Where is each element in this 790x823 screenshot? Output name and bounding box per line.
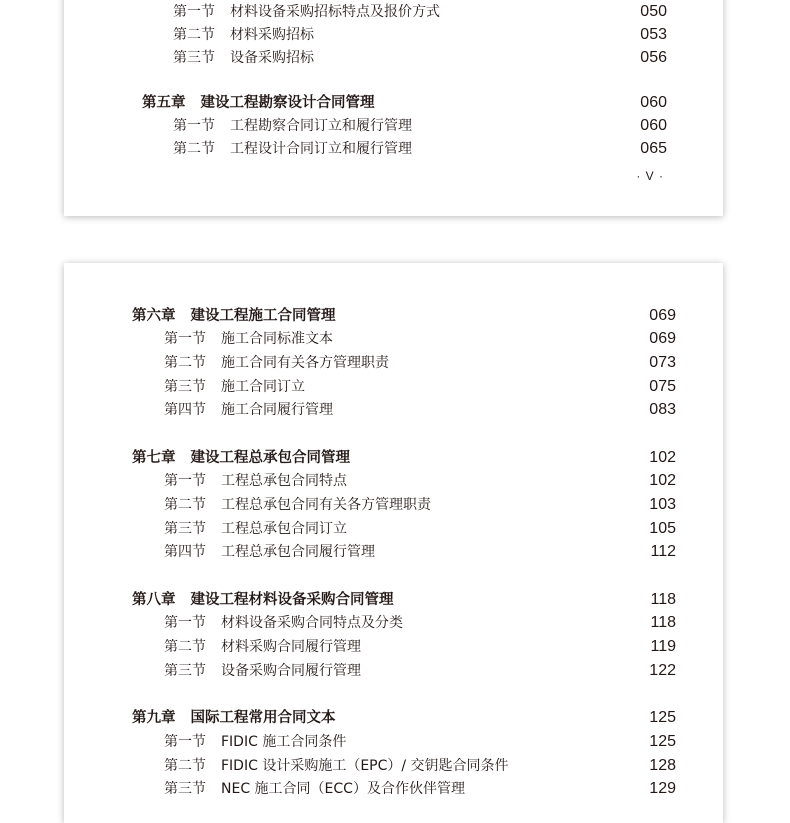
section-number: 第三节: [164, 379, 206, 395]
chapter-number: 第七章: [132, 449, 176, 466]
page-number: 065: [640, 140, 667, 157]
toc-section-row: [64, 1, 723, 23]
toc-section-row: [64, 612, 723, 634]
page-number: 105: [649, 520, 676, 537]
toc-section-row: [64, 138, 723, 160]
toc-section-row: [64, 518, 723, 540]
section-title: 施工合同履行管理: [221, 402, 333, 418]
toc-chapter-row: [64, 92, 723, 114]
page-number: 069: [649, 330, 676, 347]
toc-section-row: [64, 541, 723, 563]
section-number: 第一节: [173, 118, 215, 134]
page-number: 053: [640, 26, 667, 43]
page-number: 112: [650, 543, 676, 560]
section-title: FIDIC 施工合同条件: [221, 734, 347, 750]
section-title: NEC 施工合同（ECC）及合作伙伴管理: [221, 781, 465, 797]
chapter-title: 国际工程常用合同文本: [190, 709, 336, 726]
section-number: 第三节: [164, 781, 206, 797]
section-title: 设备采购招标: [230, 50, 314, 66]
section-title: 设备采购合同履行管理: [221, 663, 361, 679]
section-number: 第三节: [164, 521, 206, 537]
section-number: 第一节: [173, 4, 215, 20]
toc-page-lower: [64, 263, 723, 823]
section-number: 第二节: [164, 497, 206, 513]
section-number: 第四节: [164, 402, 206, 418]
toc-section-row: [64, 470, 723, 492]
section-title: 工程总承包合同特点: [221, 473, 347, 489]
toc-section-row: [64, 328, 723, 350]
section-number: 第一节: [164, 473, 206, 489]
toc-section-row: [64, 494, 723, 516]
chapter-title: 建设工程勘察设计合同管理: [200, 94, 375, 111]
section-number: 第二节: [164, 758, 206, 774]
toc-section-row: [64, 376, 723, 398]
toc-chapter-row: [64, 447, 723, 469]
toc-section-row: [64, 47, 723, 69]
toc-chapter-row: [64, 707, 723, 729]
page-number: 069: [649, 307, 676, 324]
section-title: 材料设备采购合同特点及分类: [221, 615, 403, 631]
page-number: 118: [650, 614, 676, 631]
chapter-title: 建设工程总承包合同管理: [190, 449, 350, 466]
page-number: 119: [650, 638, 676, 655]
page-number: 129: [649, 780, 676, 797]
toc-section-row: [64, 660, 723, 682]
section-title: 材料设备采购招标特点及报价方式: [230, 4, 440, 20]
page-number: 125: [649, 733, 676, 750]
toc-section-row: [64, 24, 723, 46]
chapter-number: 第八章: [132, 591, 176, 608]
section-title: 工程总承包合同订立: [221, 521, 347, 537]
page-number: 118: [650, 591, 676, 608]
section-title: 施工合同标准文本: [221, 331, 333, 347]
page-number: 060: [640, 94, 667, 111]
chapter-number: 第五章: [142, 94, 186, 111]
section-number: 第一节: [164, 615, 206, 631]
section-number: 第二节: [164, 639, 206, 655]
section-number: 第二节: [164, 355, 206, 371]
page-number: 122: [649, 662, 676, 679]
section-number: 第二节: [173, 141, 215, 157]
section-title: 施工合同有关各方管理职责: [221, 355, 389, 371]
toc-section-row: [64, 778, 723, 800]
page-number: 102: [649, 449, 676, 466]
page-number: 102: [649, 472, 676, 489]
page-number: 128: [649, 757, 676, 774]
section-title: FIDIC 设计采购施工（EPC）/ 交钥匙合同条件: [221, 758, 509, 774]
page-number: 056: [640, 49, 667, 66]
page-number: 083: [649, 401, 676, 418]
page-number: 125: [649, 709, 676, 726]
toc-section-row: [64, 352, 723, 374]
section-number: 第三节: [164, 663, 206, 679]
page-number: 073: [649, 354, 676, 371]
toc-section-row: [64, 731, 723, 753]
toc-chapter-row: [64, 589, 723, 611]
toc-section-row: [64, 399, 723, 421]
toc-page-upper: [64, 0, 723, 216]
section-title: 材料采购合同履行管理: [221, 639, 361, 655]
section-title: 工程设计合同订立和履行管理: [230, 141, 412, 157]
section-number: 第二节: [173, 27, 215, 43]
page-folio: · V ·: [636, 169, 664, 183]
page-number: 103: [649, 496, 676, 513]
section-number: 第一节: [164, 331, 206, 347]
section-title: 工程勘察合同订立和履行管理: [230, 118, 412, 134]
section-title: 施工合同订立: [221, 379, 305, 395]
section-number: 第一节: [164, 734, 206, 750]
section-title: 工程总承包合同有关各方管理职责: [221, 497, 431, 513]
chapter-title: 建设工程材料设备采购合同管理: [190, 591, 394, 608]
page-number: 050: [640, 3, 667, 20]
page-number: 060: [640, 117, 667, 134]
chapter-title: 建设工程施工合同管理: [190, 307, 336, 324]
section-number: 第三节: [173, 50, 215, 66]
section-title: 材料采购招标: [230, 27, 314, 43]
chapter-number: 第九章: [132, 709, 176, 726]
section-number: 第四节: [164, 544, 206, 560]
toc-section-row: [64, 755, 723, 777]
toc-section-row: [64, 636, 723, 658]
toc-section-row: [64, 115, 723, 137]
chapter-number: 第六章: [132, 307, 176, 324]
page-number: 075: [649, 378, 676, 395]
section-title: 工程总承包合同履行管理: [221, 544, 375, 560]
toc-chapter-row: [64, 305, 723, 327]
